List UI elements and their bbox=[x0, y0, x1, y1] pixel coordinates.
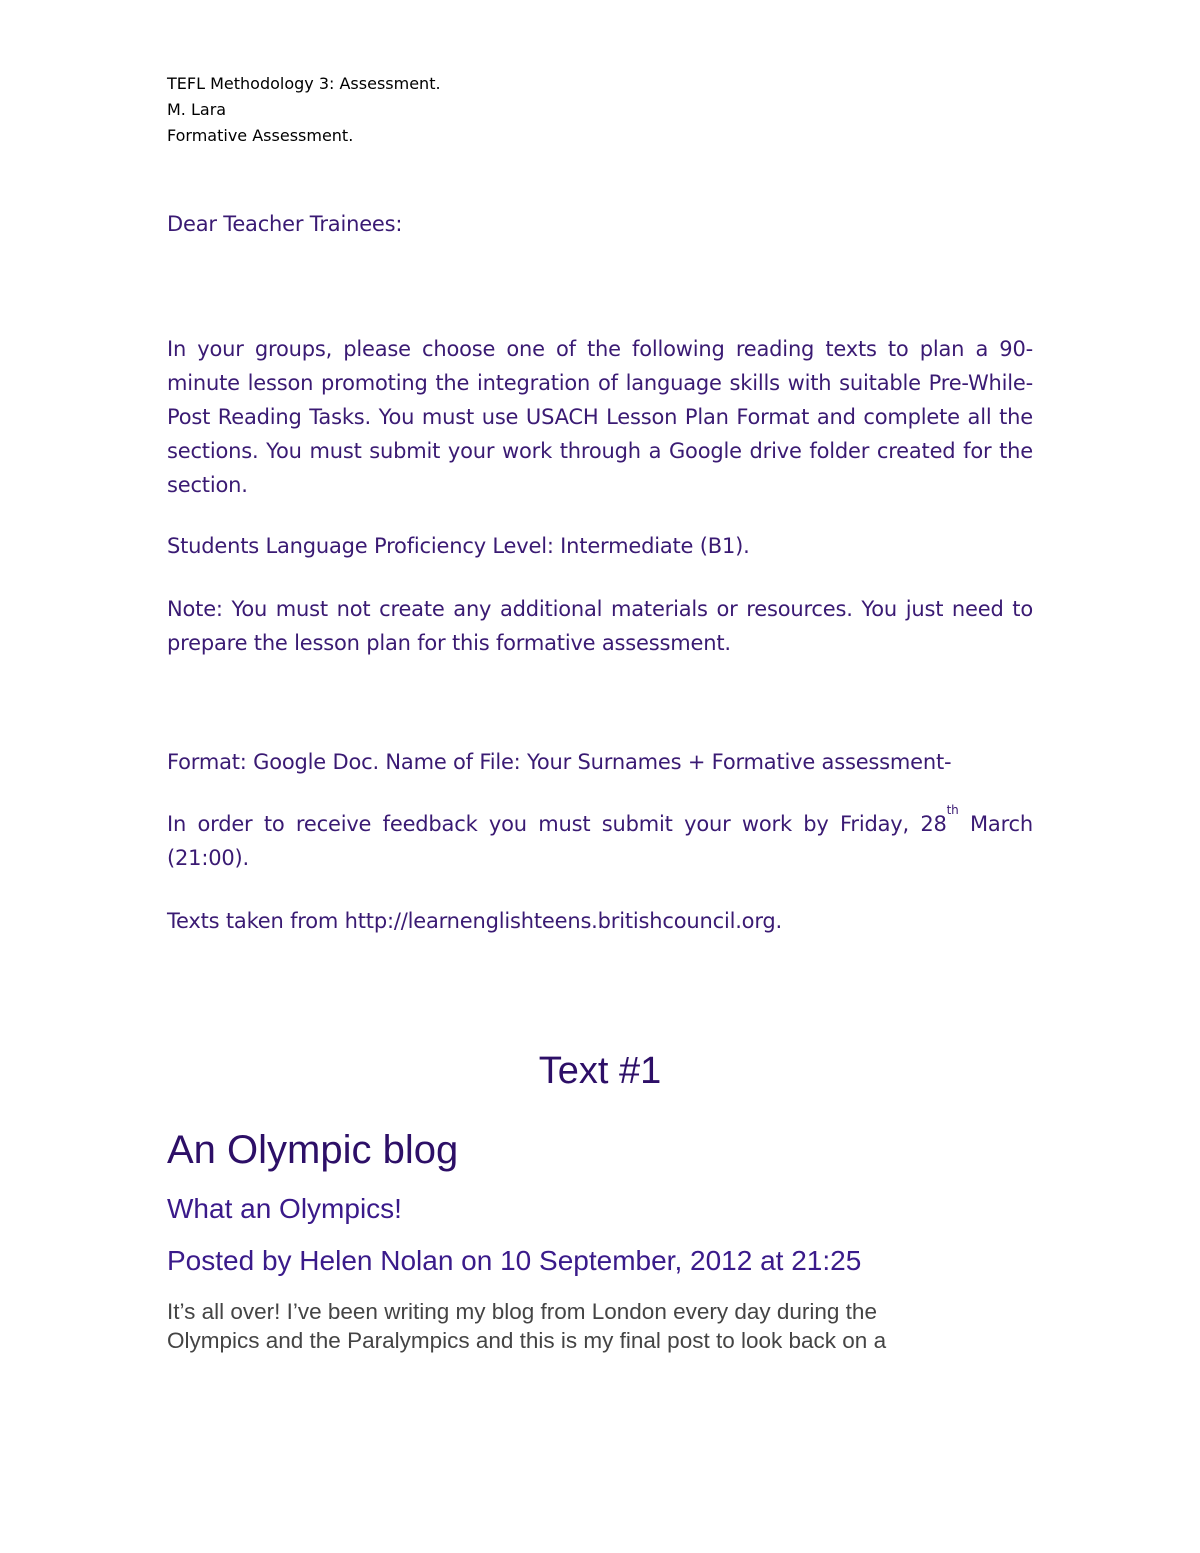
assessment-type: Formative Assessment. bbox=[167, 126, 354, 145]
course-title: TEFL Methodology 3: Assessment. bbox=[167, 74, 441, 93]
source-line: Texts taken from http://learnenglishteens.britishcouncil.org. bbox=[167, 909, 783, 933]
deadline-text: In order to receive feedback you must submit your work by Friday, 28 bbox=[167, 812, 947, 836]
instructions-paragraph: In your groups, please choose one of the following reading texts to plan a 90-minute lesson promoting the integration of language skills with suitable Pre-While-Post Reading Tasks. You must use USACH Lesson Plan Format and complete all the sections. You must submit your work through a Google drive folder created for the section. bbox=[167, 337, 1033, 497]
blog-body-line: It’s all over! I’ve been writing my blog from London every day during the bbox=[167, 1299, 877, 1324]
blog-body-line: Olympics and the Paralympics and this is my final post to look back on a bbox=[167, 1328, 887, 1353]
format-line: Format: Google Doc. Name of File: Your Surnames + Formative assessment- bbox=[167, 750, 952, 774]
proficiency-level: Students Language Proficiency Level: Intermediate (B1). bbox=[167, 534, 750, 558]
blog-subtitle: What an Olympics! bbox=[167, 1193, 402, 1224]
note-paragraph: Note: You must not create any additional materials or resources. You just need to prepare the lesson plan for this formative assessment. bbox=[167, 597, 1033, 655]
deadline-superscript: th bbox=[946, 803, 959, 817]
deadline-paragraph bbox=[167, 803, 1033, 875]
text-label: Text #1 bbox=[538, 1050, 662, 1092]
blog-title: An Olympic blog bbox=[167, 1128, 459, 1172]
teacher-name: M. Lara bbox=[167, 100, 227, 119]
greeting: Dear Teacher Trainees: bbox=[167, 212, 403, 236]
blog-byline: Posted by Helen Nolan on 10 September, 2012 at 21:25 bbox=[167, 1245, 862, 1276]
deadline-time: March (21:00). bbox=[167, 812, 1033, 870]
blog-body bbox=[167, 1297, 1047, 1355]
